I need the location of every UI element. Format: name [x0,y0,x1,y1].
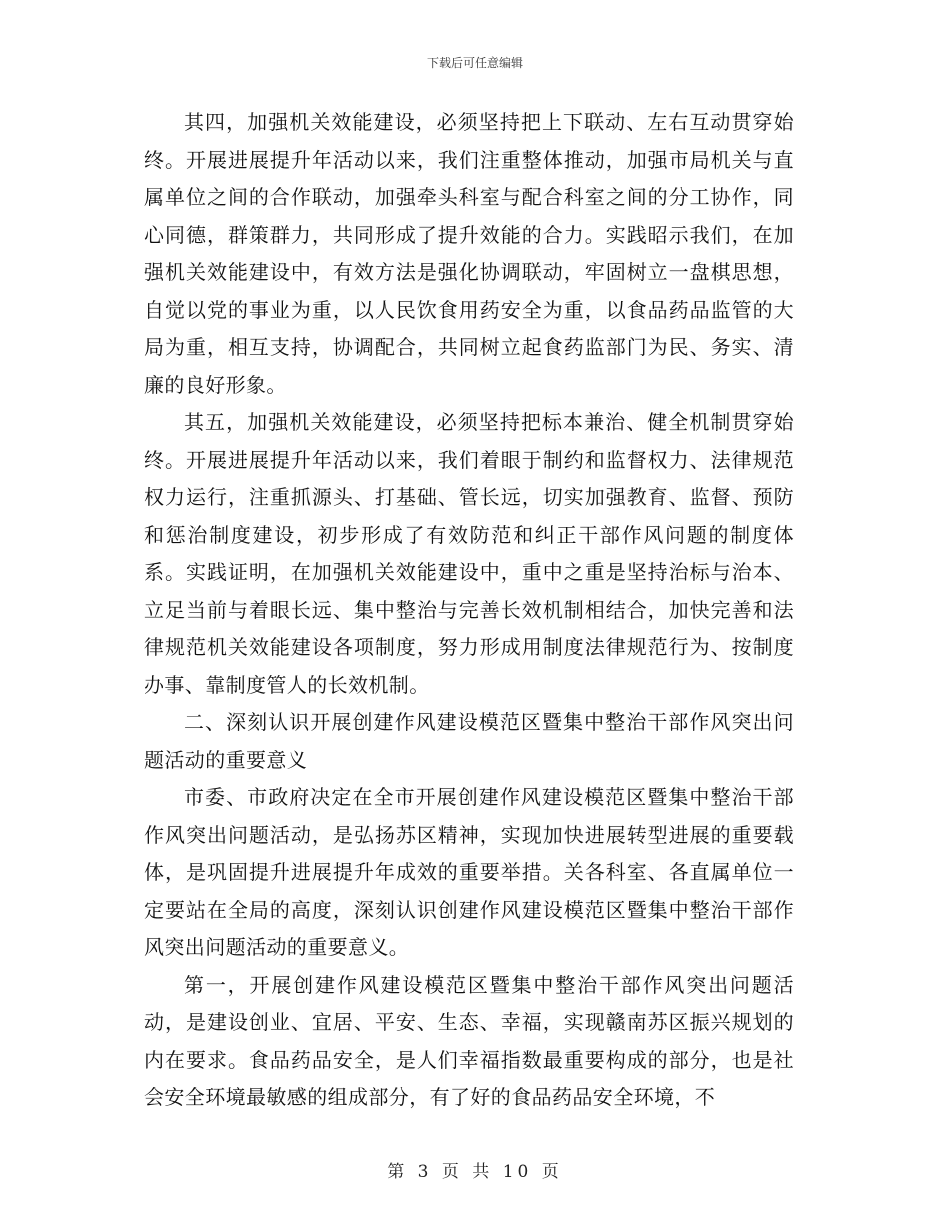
paragraph-first-point: 第一，开展创建作风建设模范区暨集中整治干部作风突出问题活动，是建设创业、宜居、平安、生态、幸福，实现赣南苏区振兴规划的内在要求。食品药品安全，是人们幸福指数最重要构成的部分，也是社会安全环境最敏感的组成部分，有了好的食品药品安全环境，不 [144,972,794,1109]
paragraph-fourth-point: 其四，加强机关效能建设，必须坚持把上下联动、左右互动贯穿始终。开展进展提升年活动以来，我们注重整体推动，加强市局机关与直属单位之间的合作联动，加强牵头科室与配合科室之间的分工协作，同心同德，群策群力，共同形成了提升效能的合力。实践昭示我们，在加强机关效能建设中，有效方法是强化协调联动，牢固树立一盘棋思想，自觉以党的事业为重，以人民饮食用药安全为重，以食品药品监管的大局为重，相互支持，协调配合，共同树立起食药监部门为民、务实、清廉的良好形象。 [144,110,794,397]
document-body [144,104,794,1117]
page-header: 下载后可任意编辑 [426,56,523,70]
page-footer: 第 3 页 共 10 页 [387,1162,563,1182]
paragraph-fifth-point: 其五，加强机关效能建设，必须坚持把标本兼治、健全机制贯穿始终。开展进展提升年活动以来，我们着眼于制约和监督权力、法律规范权力运行，注重抓源头、打基础、管长远，切实加强教育、监督、预防和惩治制度建设，初步形成了有效防范和纠正干部作风问题的制度体系。实践证明，在加强机关效能建设中，重中之重是坚持治标与治本、立足当前与着眼长远、集中整治与完善长效机制相结合，加快完善和法律规范机关效能建设各项制度，努力形成用制度法律规范行为、按制度办事、靠制度管人的长效机制。 [144,410,794,697]
section-heading: 二、深刻认识开展创建作风建设模范区暨集中整治干部作风突出问题活动的重要意义 [144,710,794,772]
paragraph-decision: 市委、市政府决定在全市开展创建作风建设模范区暨集中整治干部作风突出问题活动，是弘扬苏区精神，实现加快进展转型进展的重要载体，是巩固提升进展提升年成效的重要举措。关各科室、各直属单位一定要站在全局的高度，深刻认识创建作风建设模范区暨集中整治干部作风突出问题活动的重要意义。 [144,785,794,959]
